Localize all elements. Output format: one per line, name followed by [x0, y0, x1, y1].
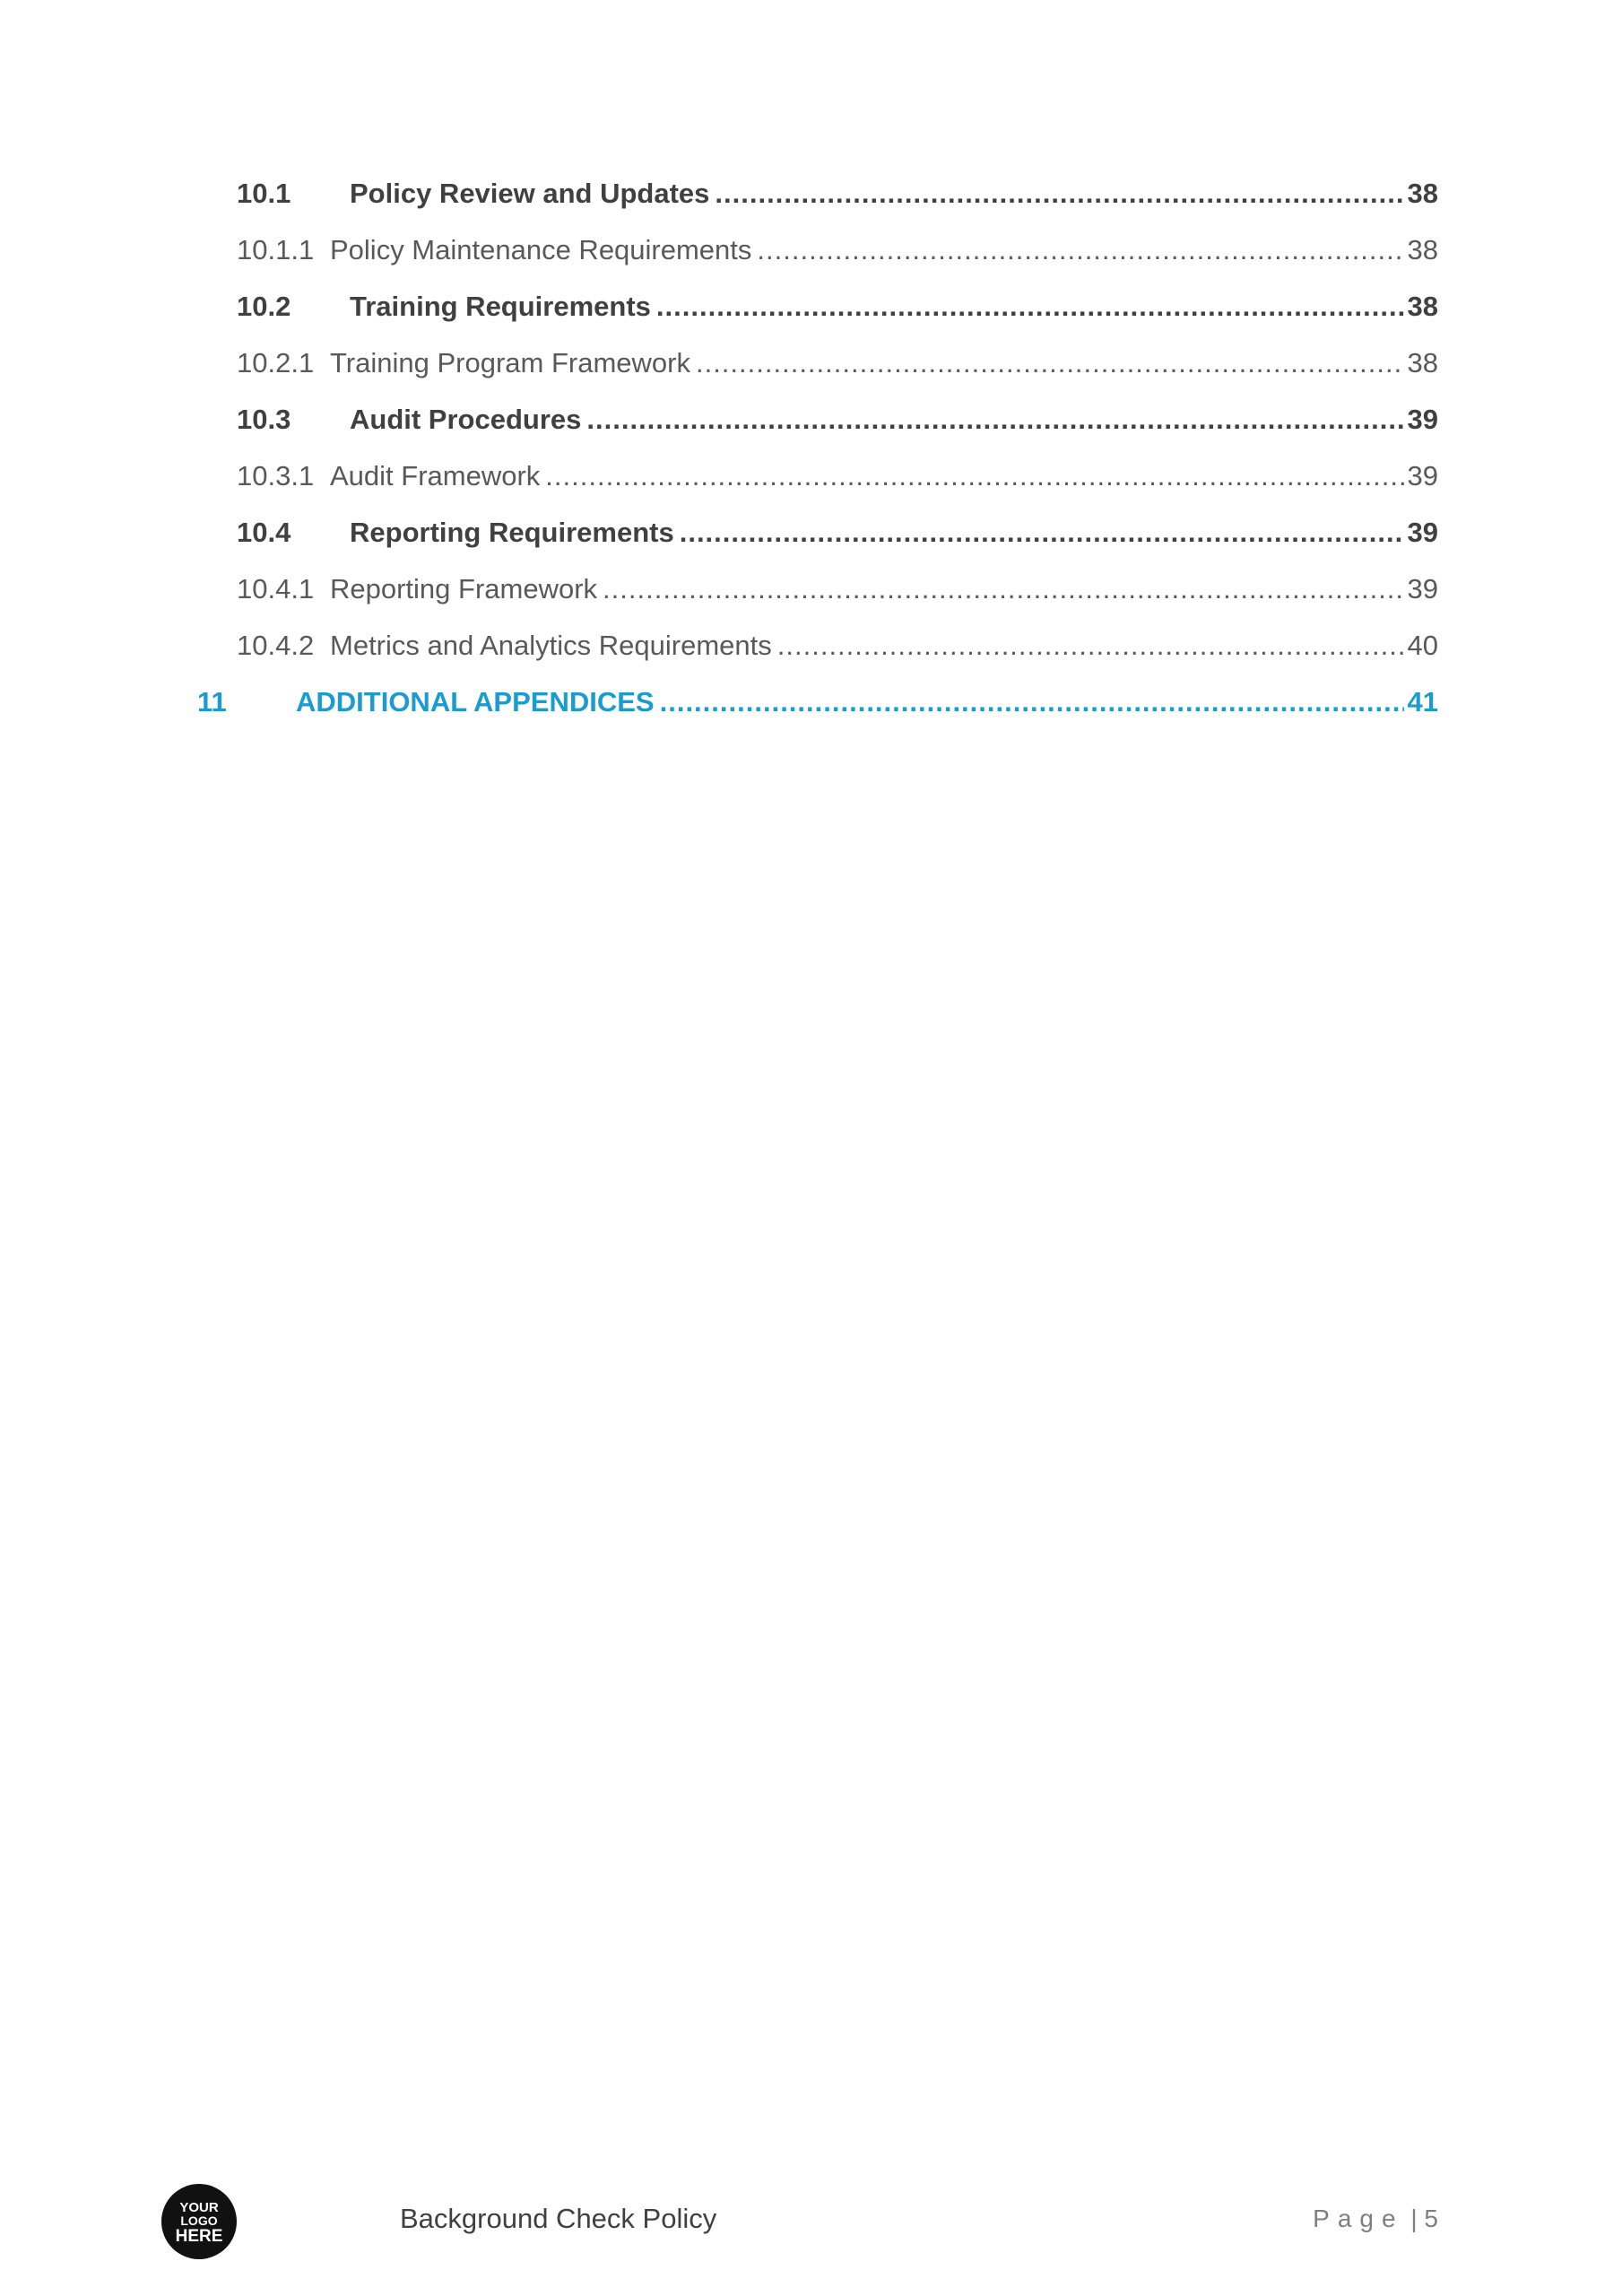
toc-entry-number: 11 [197, 686, 227, 718]
toc-entry-page: 39 [1407, 517, 1438, 548]
svg-text:YOUR: YOUR [179, 2200, 219, 2215]
toc-entry-number: 10.2.1 [237, 347, 315, 378]
toc-dot-leader [586, 404, 1403, 436]
toc-entry-title: Training Requirements [350, 291, 651, 322]
toc-dot-leader [545, 460, 1403, 492]
logo-icon [161, 2184, 237, 2259]
toc-entry-number: 10.3 [237, 404, 291, 435]
toc-entry-10-4-2[interactable] [237, 630, 1438, 662]
toc-entry-number: 10.1 [237, 178, 291, 209]
toc-entry-page: 38 [1407, 234, 1438, 265]
toc-entry-page: 39 [1407, 573, 1438, 604]
toc-entry-10-2[interactable] [237, 291, 1438, 323]
footer-page-indicator [1313, 2205, 1438, 2233]
toc-dot-leader [680, 517, 1404, 549]
toc-entry-10-3[interactable] [237, 404, 1438, 436]
toc-entry-number: 10.4 [237, 517, 291, 548]
toc-dot-leader [656, 291, 1404, 323]
toc-entry-page: 40 [1407, 630, 1438, 661]
toc-dot-leader [777, 630, 1404, 662]
toc-entry-11[interactable] [197, 686, 1438, 718]
toc-entry-page: 39 [1407, 404, 1438, 435]
toc-dot-leader [660, 686, 1404, 718]
toc-entry-number: 10.3.1 [237, 460, 315, 491]
svg-text:HERE: HERE [175, 2227, 223, 2246]
toc-dot-leader [603, 573, 1403, 605]
footer-page-separator: | [1410, 2205, 1418, 2232]
toc-dot-leader [715, 178, 1403, 210]
toc-entry-10-1[interactable] [237, 178, 1438, 210]
toc-entry-title: Audit Procedures [350, 404, 582, 435]
toc-entry-10-3-1[interactable] [237, 460, 1438, 492]
footer-page-label: Page [1313, 2205, 1404, 2232]
toc-entry-title: Training Program Framework [330, 347, 690, 378]
toc-entry-page: 38 [1407, 347, 1438, 378]
toc-entry-page: 41 [1407, 686, 1438, 718]
toc-entry-10-4-1[interactable] [237, 573, 1438, 605]
toc-dot-leader [757, 234, 1403, 266]
toc-entry-title: Policy Review and Updates [350, 178, 710, 209]
footer-page-number: 5 [1424, 2205, 1438, 2232]
toc-entry-number: 10.2 [237, 291, 291, 322]
toc-entry-number: 10.4.2 [237, 630, 315, 661]
toc-entry-number: 10.4.1 [237, 573, 315, 604]
logo-placeholder [161, 2184, 237, 2259]
toc-entry-number: 10.1.1 [237, 234, 315, 265]
toc-dot-leader [696, 347, 1404, 379]
toc-entry-title: Metrics and Analytics Requirements [330, 630, 772, 661]
toc-entry-title: ADDITIONAL APPENDICES [296, 686, 655, 718]
toc-entry-title: Audit Framework [330, 460, 541, 491]
toc-entry-10-1-1[interactable] [237, 234, 1438, 266]
toc-entry-10-4[interactable] [237, 517, 1438, 549]
toc-entry-page: 38 [1407, 178, 1438, 209]
toc-entry-title: Policy Maintenance Requirements [330, 234, 752, 265]
toc-entry-title: Reporting Requirements [350, 517, 674, 548]
toc-entry-10-2-1[interactable] [237, 347, 1438, 379]
footer-document-title: Background Check Policy [400, 2203, 717, 2234]
svg-text:LOGO: LOGO [180, 2213, 218, 2228]
toc-entry-page: 38 [1407, 291, 1438, 322]
toc-entry-page: 39 [1407, 460, 1438, 491]
toc-entry-title: Reporting Framework [330, 573, 598, 604]
